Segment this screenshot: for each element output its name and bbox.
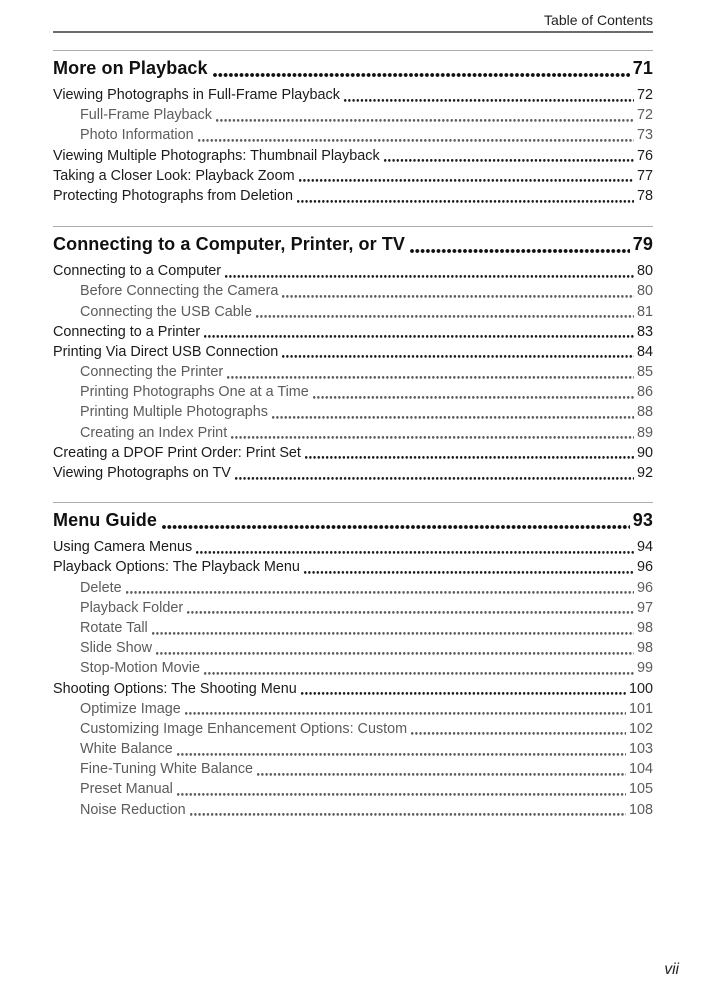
toc-entry[interactable] bbox=[53, 618, 653, 638]
entry-label: Playback Options: The Playback Menu bbox=[53, 559, 300, 576]
dotted-leader bbox=[256, 302, 634, 322]
entry-label: Connecting to a Computer bbox=[53, 263, 221, 280]
entry-label: Creating a DPOF Print Order: Print Set bbox=[53, 444, 301, 461]
dotted-leader bbox=[156, 638, 634, 658]
dotted-leader bbox=[198, 125, 634, 145]
entry-label: Slide Show bbox=[80, 640, 152, 657]
toc-entry[interactable] bbox=[53, 638, 653, 658]
toc-entry[interactable] bbox=[53, 578, 653, 598]
toc-entry[interactable] bbox=[53, 125, 653, 145]
page-number-footer: vii bbox=[664, 961, 679, 978]
toc-entry[interactable] bbox=[53, 719, 653, 739]
entry-page: 104 bbox=[628, 761, 653, 778]
entry-label: Delete bbox=[80, 579, 122, 596]
entry-page: 96 bbox=[636, 559, 653, 576]
dotted-leader bbox=[177, 779, 626, 799]
dotted-leader bbox=[225, 261, 634, 281]
entry-page: 78 bbox=[636, 187, 653, 204]
dotted-leader bbox=[196, 537, 634, 557]
entry-page: 72 bbox=[636, 87, 653, 103]
dotted-leader bbox=[152, 618, 634, 638]
toc-entry[interactable] bbox=[53, 186, 653, 206]
toc-entry[interactable] bbox=[53, 699, 653, 719]
toc-entry[interactable] bbox=[53, 302, 653, 322]
entry-page: 80 bbox=[636, 263, 653, 280]
dotted-leader bbox=[301, 679, 626, 699]
entry-page: 76 bbox=[636, 147, 653, 164]
entry-label: Rotate Tall bbox=[80, 619, 148, 636]
dotted-leader bbox=[187, 598, 634, 618]
toc-entry[interactable] bbox=[53, 443, 653, 463]
entry-label: Viewing Photographs in Full-Frame Playback bbox=[53, 87, 340, 103]
entry-label: Printing Photographs One at a Time bbox=[80, 384, 309, 401]
entry-page: 90 bbox=[636, 444, 653, 461]
toc-entry[interactable] bbox=[53, 423, 653, 443]
section-heading[interactable] bbox=[53, 503, 653, 537]
entry-label: Stop-Motion Movie bbox=[80, 660, 200, 677]
entry-label: Preset Manual bbox=[80, 781, 173, 798]
entry-page: 72 bbox=[636, 107, 653, 124]
dotted-leader bbox=[216, 105, 634, 125]
dotted-leader bbox=[344, 85, 634, 105]
entry-page: 77 bbox=[636, 167, 653, 184]
entry-label: Before Connecting the Camera bbox=[80, 283, 279, 300]
entry-page: 81 bbox=[636, 303, 653, 320]
entry-label: Full-Frame Playback bbox=[80, 107, 212, 124]
entry-label: Taking a Closer Look: Playback Zoom bbox=[53, 167, 295, 184]
toc-entry[interactable] bbox=[53, 105, 653, 125]
toc-entry[interactable] bbox=[53, 85, 653, 105]
toc-entry[interactable] bbox=[53, 779, 653, 799]
toc-entry[interactable] bbox=[53, 658, 653, 678]
entry-page: 97 bbox=[636, 599, 653, 616]
entry-label: Creating an Index Print bbox=[80, 424, 228, 441]
section-title: Connecting to a Computer, Printer, or TV bbox=[53, 234, 406, 255]
dotted-leader bbox=[304, 557, 634, 577]
toc-entry[interactable] bbox=[53, 402, 653, 422]
entry-label: Shooting Options: The Shooting Menu bbox=[53, 680, 297, 697]
dotted-leader bbox=[235, 463, 634, 483]
dotted-leader bbox=[305, 443, 634, 463]
dotted-leader bbox=[231, 423, 634, 443]
section-page: 79 bbox=[632, 234, 653, 255]
entry-page: 100 bbox=[628, 680, 653, 697]
section-entries bbox=[53, 261, 653, 483]
entry-label: Viewing Multiple Photographs: Thumbnail Playback bbox=[53, 147, 380, 164]
entry-label: Protecting Photographs from Deletion bbox=[53, 187, 293, 204]
entry-page: 89 bbox=[636, 424, 653, 441]
toc-entry[interactable] bbox=[53, 463, 653, 483]
entry-page: 92 bbox=[636, 465, 653, 481]
entry-label: Optimize Image bbox=[80, 700, 181, 717]
entry-page: 94 bbox=[636, 539, 653, 556]
dotted-leader bbox=[411, 719, 626, 739]
entry-page: 86 bbox=[636, 384, 653, 401]
entry-label: Printing Via Direct USB Connection bbox=[53, 343, 279, 360]
dotted-leader bbox=[227, 362, 634, 382]
dotted-leader bbox=[282, 281, 634, 301]
entry-page: 80 bbox=[636, 283, 653, 300]
dotted-leader bbox=[126, 578, 634, 598]
entry-page: 84 bbox=[636, 343, 653, 360]
dotted-leader bbox=[410, 231, 630, 258]
dotted-leader bbox=[190, 800, 626, 820]
toc-entry[interactable] bbox=[53, 739, 653, 759]
toc-entry[interactable] bbox=[53, 342, 653, 362]
dotted-leader bbox=[282, 342, 634, 362]
dotted-leader bbox=[177, 739, 626, 759]
dotted-leader bbox=[299, 166, 634, 186]
dotted-leader bbox=[257, 759, 626, 779]
toc-entry[interactable] bbox=[53, 362, 653, 382]
entry-label: Fine-Tuning White Balance bbox=[80, 761, 254, 778]
entry-label: Using Camera Menus bbox=[53, 539, 193, 556]
section-page: 71 bbox=[632, 58, 653, 78]
section-entries bbox=[53, 85, 653, 206]
dotted-leader bbox=[162, 507, 630, 534]
entry-page: 105 bbox=[628, 781, 653, 798]
section-heading[interactable] bbox=[53, 51, 653, 85]
dotted-leader bbox=[204, 322, 634, 342]
entry-page: 98 bbox=[636, 619, 653, 636]
entry-page: 103 bbox=[628, 741, 653, 758]
toc-entry[interactable] bbox=[53, 166, 653, 186]
toc-entry[interactable] bbox=[53, 800, 653, 820]
dotted-leader bbox=[213, 55, 630, 82]
dotted-leader bbox=[204, 658, 634, 678]
entry-page: 102 bbox=[628, 720, 653, 737]
entry-label: Connecting the USB Cable bbox=[80, 303, 252, 320]
section-entries bbox=[53, 537, 653, 820]
section-heading[interactable] bbox=[53, 227, 653, 261]
entry-label: Connecting to a Printer bbox=[53, 323, 201, 340]
entry-page: 99 bbox=[636, 660, 653, 677]
dotted-leader bbox=[384, 146, 634, 166]
entry-label: Viewing Photographs on TV bbox=[53, 465, 231, 481]
toc-entry[interactable] bbox=[53, 759, 653, 779]
toc-section bbox=[53, 50, 653, 206]
toc-entry[interactable] bbox=[53, 382, 653, 402]
toc-section bbox=[53, 502, 653, 820]
toc-entry[interactable] bbox=[53, 281, 653, 301]
entry-label: Connecting the Printer bbox=[80, 364, 224, 381]
running-header-title: Table of Contents bbox=[544, 12, 653, 28]
toc-entry[interactable] bbox=[53, 557, 653, 577]
entry-page: 96 bbox=[636, 579, 653, 596]
section-title: Menu Guide bbox=[53, 510, 157, 531]
entry-label: Noise Reduction bbox=[80, 801, 186, 818]
entry-page: 83 bbox=[636, 323, 653, 340]
entry-page: 88 bbox=[636, 404, 653, 421]
entry-page: 98 bbox=[636, 640, 653, 657]
dotted-leader bbox=[297, 186, 634, 206]
dotted-leader bbox=[272, 402, 634, 422]
running-header bbox=[53, 0, 653, 33]
dotted-leader bbox=[185, 699, 626, 719]
entry-page: 85 bbox=[636, 364, 653, 381]
entry-page: 108 bbox=[628, 801, 653, 818]
toc-content bbox=[53, 0, 653, 820]
entry-page: 73 bbox=[636, 127, 653, 144]
toc-entry[interactable] bbox=[53, 537, 653, 557]
toc-entry[interactable] bbox=[53, 322, 653, 342]
section-title: More on Playback bbox=[53, 58, 208, 78]
entry-page: 101 bbox=[628, 700, 653, 717]
toc-entry[interactable] bbox=[53, 146, 653, 166]
entry-label: Printing Multiple Photographs bbox=[80, 404, 268, 421]
toc-entry[interactable] bbox=[53, 679, 653, 699]
dotted-leader bbox=[313, 382, 634, 402]
toc-section bbox=[53, 226, 653, 483]
entry-label: Photo Information bbox=[80, 127, 194, 144]
section-page: 93 bbox=[632, 510, 653, 531]
entry-label: White Balance bbox=[80, 741, 173, 758]
toc-entry[interactable] bbox=[53, 261, 653, 281]
toc-entry[interactable] bbox=[53, 598, 653, 618]
entry-label: Customizing Image Enhancement Options: Custom bbox=[80, 720, 408, 737]
entry-label: Playback Folder bbox=[80, 599, 184, 616]
toc-sections bbox=[53, 50, 653, 820]
